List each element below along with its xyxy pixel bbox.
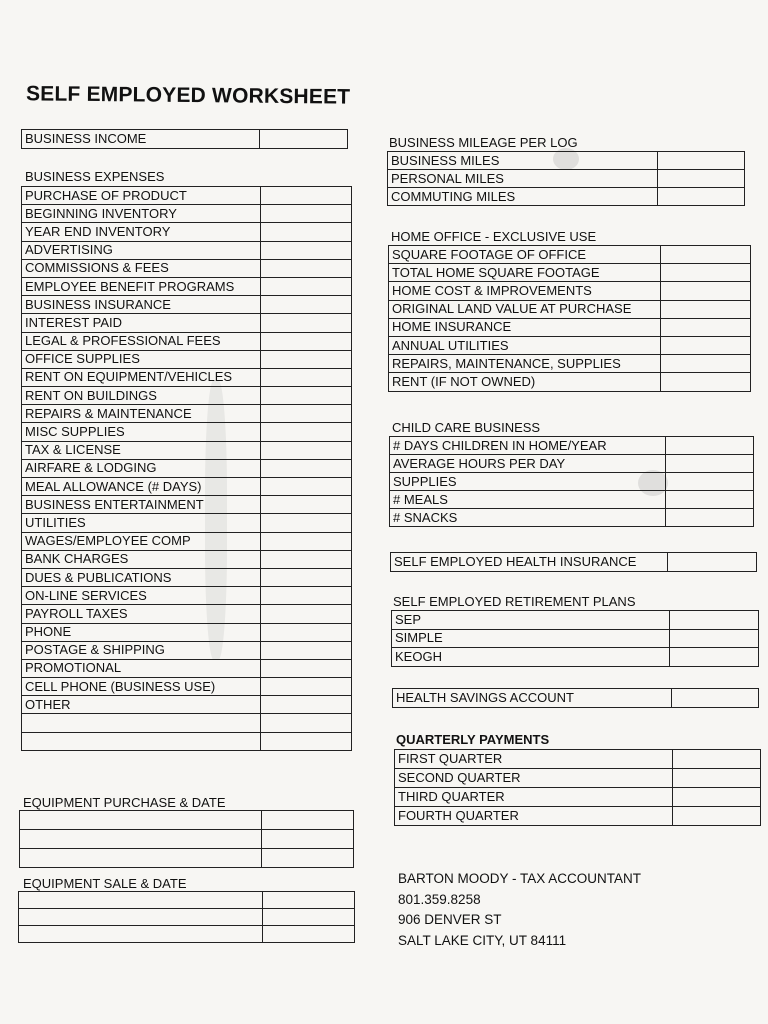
row-amount-field[interactable]: [261, 696, 352, 714]
table-row: [22, 296, 352, 314]
table-row: [22, 678, 352, 696]
table-row: [22, 205, 352, 223]
health-insurance-field[interactable]: [668, 553, 757, 572]
row-label: LEGAL & PROFESSIONAL FEES: [22, 332, 261, 350]
table-row: [22, 314, 352, 332]
table-row: [392, 629, 759, 648]
table-row: [22, 277, 352, 295]
row-label: ANNUAL UTILITIES: [389, 336, 661, 354]
table-row: [391, 553, 757, 572]
row-amount-field[interactable]: [261, 459, 352, 477]
row-label: RENT ON EQUIPMENT/VEHICLES: [22, 368, 261, 386]
row-amount-field[interactable]: [261, 496, 352, 514]
row-amount-field[interactable]: [261, 678, 352, 696]
row-label: HOME INSURANCE: [389, 318, 661, 336]
row-label: INTEREST PAID: [22, 314, 261, 332]
row-amount-field[interactable]: [661, 373, 751, 391]
table-row: [22, 423, 352, 441]
table-row: [392, 611, 759, 630]
table-row: [393, 689, 759, 708]
table-row: [389, 355, 751, 373]
row-label: REPAIRS, MAINTENANCE, SUPPLIES: [389, 355, 661, 373]
row-amount-field[interactable]: [661, 336, 751, 354]
row-label: # MEALS: [390, 491, 666, 509]
table-row: [390, 491, 754, 509]
health-insurance-table: [390, 552, 757, 572]
row-amount-field[interactable]: [261, 514, 352, 532]
table-row: [22, 368, 352, 386]
table-row: [20, 849, 354, 868]
row-label: OTHER: [22, 696, 261, 714]
accountant-city: SALT LAKE CITY, UT 84111: [398, 932, 567, 948]
accountant-phone: 801.359.8258: [398, 891, 481, 907]
equipment-sale-table: [18, 891, 355, 943]
table-row: [20, 811, 354, 830]
table-row: [19, 909, 355, 926]
table-row: [22, 550, 352, 568]
row-label: FIRST QUARTER: [395, 750, 673, 769]
row-amount-field[interactable]: [261, 277, 352, 295]
row-label: EMPLOYEE BENEFIT PROGRAMS: [22, 277, 261, 295]
row-amount-field[interactable]: [658, 170, 745, 188]
table-row: [388, 188, 745, 206]
row-amount-field[interactable]: [673, 769, 761, 788]
table-row: [19, 892, 355, 909]
accountant-street: 906 DENVER ST: [398, 912, 502, 927]
table-row: [22, 587, 352, 605]
table-row: [389, 282, 751, 300]
row-amount-field[interactable]: [261, 296, 352, 314]
row-label: [20, 849, 262, 868]
row-amount-field[interactable]: [666, 491, 754, 509]
row-amount-field[interactable]: [673, 750, 761, 769]
row-label: ADVERTISING: [22, 241, 261, 259]
table-row: [22, 241, 352, 259]
row-label: OFFICE SUPPLIES: [22, 350, 261, 368]
row-amount-field[interactable]: [261, 587, 352, 605]
row-amount-field[interactable]: [261, 259, 352, 277]
row-label: KEOGH: [392, 648, 670, 667]
accountant-contact: [398, 869, 641, 951]
table-row: [395, 769, 761, 788]
table-row: [389, 318, 751, 336]
table-row: [22, 387, 352, 405]
row-amount-field[interactable]: [666, 455, 754, 473]
table-row: [388, 170, 745, 188]
row-label: PROMOTIONAL: [22, 659, 261, 677]
row-amount-field[interactable]: [661, 264, 751, 282]
row-amount-field[interactable]: [261, 368, 352, 386]
table-row: [390, 473, 754, 491]
table-row: [392, 648, 759, 667]
row-amount-field[interactable]: [263, 892, 355, 909]
table-row: [390, 455, 754, 473]
table-row: [395, 750, 761, 769]
row-amount-field[interactable]: [263, 909, 355, 926]
row-label: PHONE: [22, 623, 261, 641]
health-insurance-label: SELF EMPLOYED HEALTH INSURANCE: [391, 553, 668, 572]
row-label: RENT (IF NOT OWNED): [389, 373, 661, 391]
row-amount-field[interactable]: [261, 332, 352, 350]
row-label: SQUARE FOOTAGE OF OFFICE: [389, 246, 661, 264]
row-label: RENT ON BUILDINGS: [22, 387, 261, 405]
row-label: REPAIRS & MAINTENANCE: [22, 405, 261, 423]
hsa-table: [392, 688, 759, 708]
business-expenses-heading: BUSINESS EXPENSES: [25, 169, 165, 184]
home-office-table: [388, 245, 751, 392]
table-row: [389, 336, 751, 354]
row-label: [19, 909, 263, 926]
table-row: [389, 246, 751, 264]
row-label: [19, 892, 263, 909]
row-amount-field[interactable]: [261, 714, 352, 732]
table-row: [22, 568, 352, 586]
row-label: SUPPLIES: [390, 473, 666, 491]
row-label: TOTAL HOME SQUARE FOOTAGE: [389, 264, 661, 282]
row-label: SEP: [392, 611, 670, 630]
row-label: THIRD QUARTER: [395, 788, 673, 807]
row-amount-field[interactable]: [261, 187, 352, 205]
row-amount-field[interactable]: [670, 629, 759, 648]
row-amount-field[interactable]: [661, 355, 751, 373]
home-office-heading: HOME OFFICE - EXCLUSIVE USE: [391, 229, 597, 244]
row-label: BEGINNING INVENTORY: [22, 205, 261, 223]
row-amount-field[interactable]: [262, 849, 354, 868]
row-amount-field[interactable]: [261, 350, 352, 368]
row-label: COMMISSIONS & FEES: [22, 259, 261, 277]
row-label: CELL PHONE (BUSINESS USE): [22, 678, 261, 696]
row-amount-field[interactable]: [261, 732, 352, 750]
business-expenses-table: [21, 186, 352, 751]
table-row: [395, 788, 761, 807]
hsa-label: HEALTH SAVINGS ACCOUNT: [393, 689, 672, 708]
row-label: [22, 714, 261, 732]
row-label: ON-LINE SERVICES: [22, 587, 261, 605]
child-care-table: [389, 436, 754, 527]
table-row: [22, 696, 352, 714]
row-amount-field[interactable]: [661, 318, 751, 336]
row-label: POSTAGE & SHIPPING: [22, 641, 261, 659]
table-row: [22, 441, 352, 459]
table-row: [22, 223, 352, 241]
row-amount-field[interactable]: [673, 807, 761, 826]
row-label: ORIGINAL LAND VALUE AT PURCHASE: [389, 300, 661, 318]
quarterly-heading: QUARTERLY PAYMENTS: [396, 732, 550, 747]
row-amount-field[interactable]: [261, 387, 352, 405]
row-amount-field[interactable]: [262, 830, 354, 849]
row-label: TAX & LICENSE: [22, 441, 261, 459]
equipment-purchase-table: [19, 810, 354, 868]
table-row: [22, 496, 352, 514]
row-amount-field[interactable]: [670, 611, 759, 630]
row-amount-field[interactable]: [661, 300, 751, 318]
row-label: PAYROLL TAXES: [22, 605, 261, 623]
row-amount-field[interactable]: [261, 405, 352, 423]
row-label: WAGES/EMPLOYEE COMP: [22, 532, 261, 550]
table-row: [388, 152, 745, 170]
row-label: BUSINESS INSURANCE: [22, 296, 261, 314]
row-label: UTILITIES: [22, 514, 261, 532]
table-row: [22, 714, 352, 732]
row-amount-field[interactable]: [670, 648, 759, 667]
row-label: DUES & PUBLICATIONS: [22, 568, 261, 586]
row-amount-field[interactable]: [261, 550, 352, 568]
row-label: [20, 811, 262, 830]
row-amount-field[interactable]: [261, 205, 352, 223]
row-amount-field[interactable]: [661, 282, 751, 300]
row-label: # DAYS CHILDREN IN HOME/YEAR: [390, 437, 666, 455]
row-label: BUSINESS ENTERTAINMENT: [22, 496, 261, 514]
hsa-field[interactable]: [672, 689, 759, 708]
row-amount-field[interactable]: [261, 223, 352, 241]
business-income-label: BUSINESS INCOME: [22, 130, 260, 149]
row-amount-field[interactable]: [666, 509, 754, 527]
table-row: [22, 187, 352, 205]
table-row: [389, 264, 751, 282]
row-amount-field[interactable]: [261, 241, 352, 259]
table-row: [22, 514, 352, 532]
row-label: [20, 830, 262, 849]
table-row: [395, 807, 761, 826]
row-label: MISC SUPPLIES: [22, 423, 261, 441]
quarterly-table: [394, 749, 761, 826]
row-label: PURCHASE OF PRODUCT: [22, 187, 261, 205]
row-amount-field[interactable]: [661, 246, 751, 264]
row-amount-field[interactable]: [666, 437, 754, 455]
table-row: [389, 373, 751, 391]
row-amount-field[interactable]: [658, 152, 745, 170]
retirement-table: [391, 610, 759, 667]
table-row: [22, 532, 352, 550]
row-label: FOURTH QUARTER: [395, 807, 673, 826]
row-label: [22, 732, 261, 750]
row-label: YEAR END INVENTORY: [22, 223, 261, 241]
table-row: [22, 350, 352, 368]
row-amount-field[interactable]: [262, 811, 354, 830]
business-income-field[interactable]: [260, 130, 348, 149]
row-amount-field[interactable]: [658, 188, 745, 206]
row-amount-field[interactable]: [261, 532, 352, 550]
table-row: [22, 605, 352, 623]
row-label: AVERAGE HOURS PER DAY: [390, 455, 666, 473]
table-row: [19, 926, 355, 943]
row-amount-field[interactable]: [261, 314, 352, 332]
table-row: [390, 437, 754, 455]
row-amount-field[interactable]: [261, 641, 352, 659]
row-amount-field[interactable]: [261, 441, 352, 459]
row-label: AIRFARE & LODGING: [22, 459, 261, 477]
row-label: # SNACKS: [390, 509, 666, 527]
row-label: [19, 926, 263, 943]
equipment-purchase-heading: EQUIPMENT PURCHASE & DATE: [23, 795, 226, 810]
table-row: [22, 259, 352, 277]
accountant-name: BARTON MOODY - TAX ACCOUNTANT: [398, 871, 642, 886]
table-row: [20, 830, 354, 849]
row-amount-field[interactable]: [263, 926, 355, 943]
page-title: SELF EMPLOYED WORKSHEET: [25, 82, 351, 109]
table-row: [22, 478, 352, 496]
table-row: [390, 509, 754, 527]
row-label: BUSINESS MILES: [388, 152, 658, 170]
table-row: [22, 732, 352, 750]
row-amount-field[interactable]: [261, 423, 352, 441]
child-care-heading: CHILD CARE BUSINESS: [392, 420, 541, 435]
table-row: [389, 300, 751, 318]
table-row: [22, 659, 352, 677]
row-label: COMMUTING MILES: [388, 188, 658, 206]
row-amount-field[interactable]: [261, 659, 352, 677]
row-label: HOME COST & IMPROVEMENTS: [389, 282, 661, 300]
mileage-heading: BUSINESS MILEAGE PER LOG: [389, 135, 578, 150]
row-amount-field[interactable]: [261, 478, 352, 496]
row-label: SIMPLE: [392, 629, 670, 648]
table-row: [22, 332, 352, 350]
row-label: PERSONAL MILES: [388, 170, 658, 188]
table-row: [22, 130, 348, 149]
table-row: [22, 641, 352, 659]
row-label: MEAL ALLOWANCE (# DAYS): [22, 478, 261, 496]
row-label: BANK CHARGES: [22, 550, 261, 568]
table-row: [22, 405, 352, 423]
row-amount-field[interactable]: [261, 568, 352, 586]
row-label: SECOND QUARTER: [395, 769, 673, 788]
row-amount-field[interactable]: [261, 623, 352, 641]
equipment-sale-heading: EQUIPMENT SALE & DATE: [23, 876, 187, 891]
retirement-heading: SELF EMPLOYED RETIREMENT PLANS: [393, 594, 636, 609]
mileage-table: [387, 151, 745, 206]
business-income-table: [21, 129, 348, 149]
table-row: [22, 623, 352, 641]
row-amount-field[interactable]: [666, 473, 754, 491]
row-amount-field[interactable]: [261, 605, 352, 623]
table-row: [22, 459, 352, 477]
row-amount-field[interactable]: [673, 788, 761, 807]
